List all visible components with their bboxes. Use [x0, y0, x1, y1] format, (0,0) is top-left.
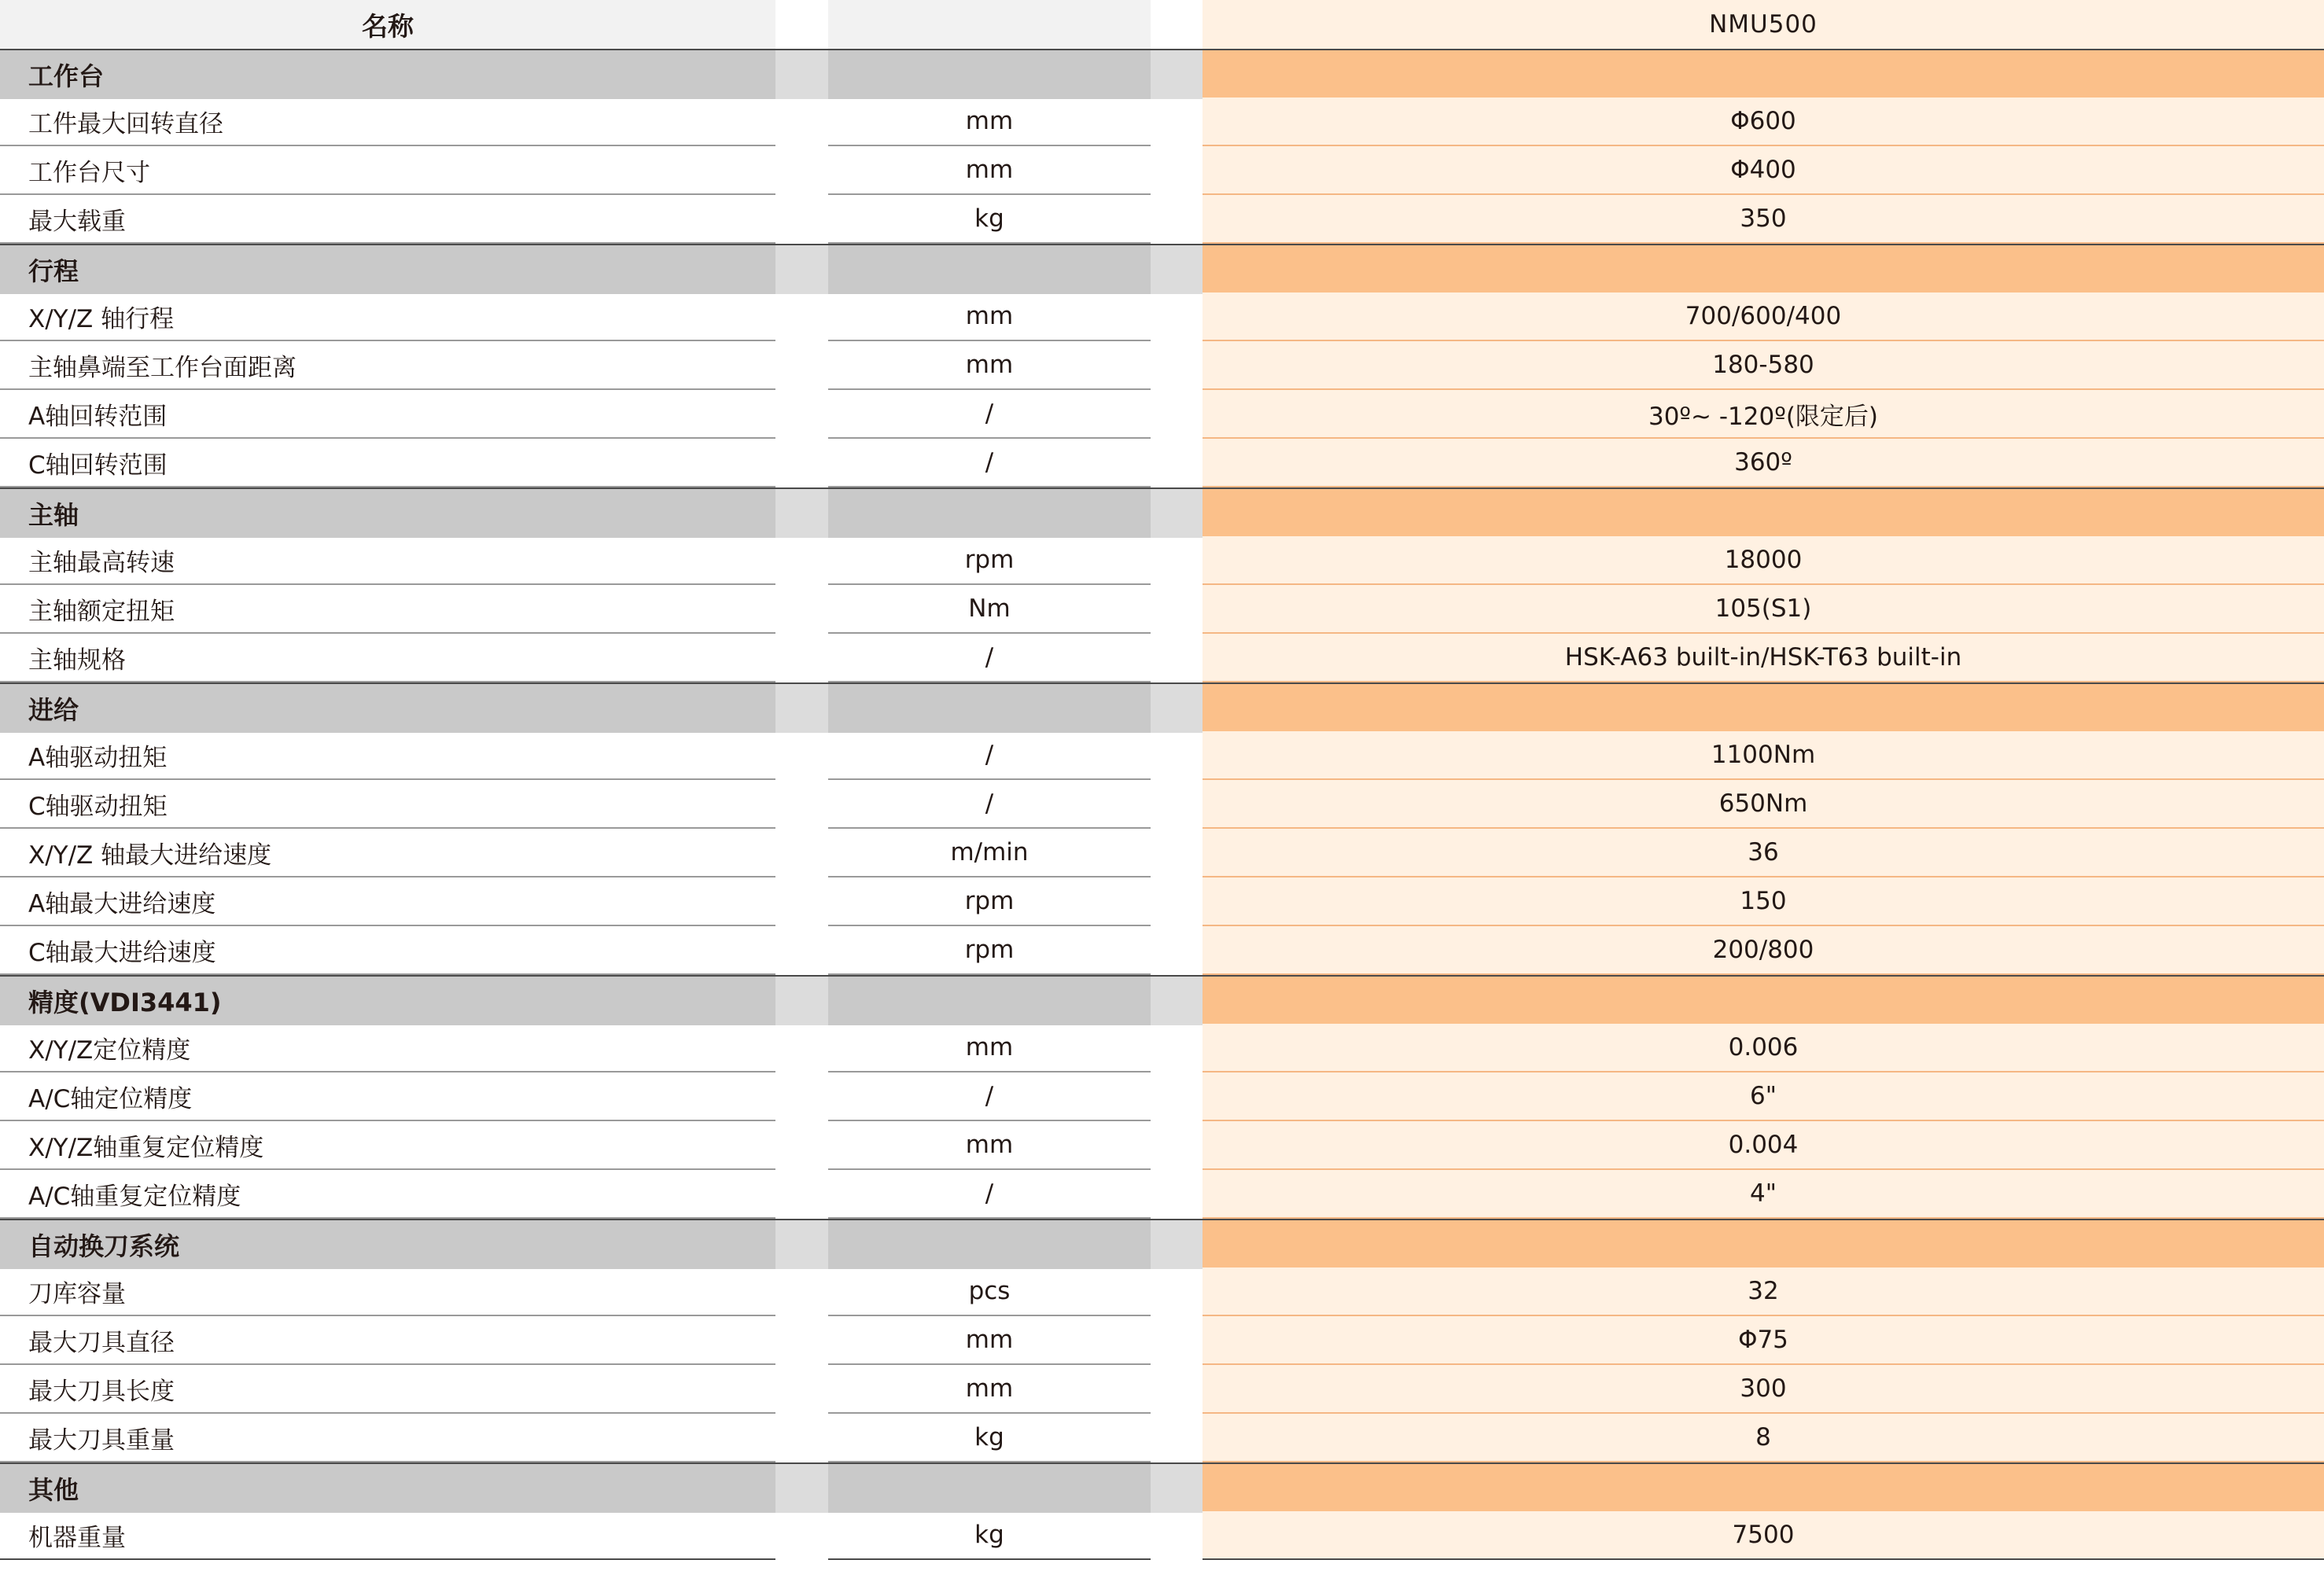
section-header — [0, 1219, 2324, 1269]
spec-unit: rpm — [828, 536, 1151, 585]
column-gap — [775, 245, 828, 294]
section-unit-cell — [828, 50, 1151, 99]
spec-name: A轴驱动扭矩 — [0, 731, 775, 780]
column-gap — [1151, 1464, 1203, 1513]
section-unit-cell — [828, 1464, 1151, 1513]
section-title: 进给 — [0, 684, 775, 733]
table-row — [0, 1511, 2324, 1560]
spec-value: 150 — [1203, 877, 2324, 926]
spec-unit: mm — [828, 1365, 1151, 1414]
section-title: 主轴 — [0, 489, 775, 538]
table-row — [0, 341, 2324, 390]
spec-value: 4" — [1203, 1170, 2324, 1219]
header-name-label: 名称 — [0, 0, 775, 49]
spec-unit: mm — [828, 341, 1151, 390]
spec-value: Φ600 — [1203, 97, 2324, 146]
table-row — [0, 146, 2324, 195]
spec-value: 32 — [1203, 1267, 2324, 1316]
section-unit-cell — [828, 489, 1151, 538]
section-title: 自动换刀系统 — [0, 1220, 775, 1269]
column-gap — [775, 1464, 828, 1513]
spec-name: 最大刀具直径 — [0, 1316, 775, 1365]
spec-value: 8 — [1203, 1414, 2324, 1462]
spec-unit: rpm — [828, 877, 1151, 926]
column-gap — [775, 1220, 828, 1269]
column-gap — [775, 977, 828, 1025]
spec-value: 650Nm — [1203, 780, 2324, 829]
spec-value: HSK-A63 built-in/HSK-T63 built-in — [1203, 634, 2324, 682]
spec-value: 360º — [1203, 439, 2324, 487]
table-row — [0, 926, 2324, 975]
spec-name: X/Y/Z定位精度 — [0, 1024, 775, 1072]
table-row — [0, 439, 2324, 487]
section-header — [0, 682, 2324, 733]
spec-unit: / — [828, 390, 1151, 439]
spec-value: Φ75 — [1203, 1316, 2324, 1365]
spec-name: C轴驱动扭矩 — [0, 780, 775, 829]
section-value-cell — [1203, 245, 2324, 294]
spec-unit: pcs — [828, 1267, 1151, 1316]
section-value-cell — [1203, 50, 2324, 99]
table-row — [0, 731, 2324, 780]
table-row — [0, 829, 2324, 877]
section-value-cell — [1203, 1464, 2324, 1513]
spec-value: 200/800 — [1203, 926, 2324, 975]
column-gap — [775, 50, 828, 99]
section-title: 其他 — [0, 1464, 775, 1513]
table-row — [0, 585, 2324, 634]
spec-unit: kg — [828, 1511, 1151, 1560]
table-row — [0, 1121, 2324, 1170]
section-title: 精度(VDI3441) — [0, 977, 775, 1025]
spec-name: 机器重量 — [0, 1511, 775, 1560]
header-unit-label — [828, 0, 1151, 49]
spec-value: 300 — [1203, 1365, 2324, 1414]
table-row — [0, 97, 2324, 146]
spec-name: 工作台尺寸 — [0, 146, 775, 195]
section-header — [0, 487, 2324, 538]
table-row — [0, 1072, 2324, 1121]
spec-value: 180-580 — [1203, 341, 2324, 390]
spec-name: 最大刀具长度 — [0, 1365, 775, 1414]
table-row — [0, 1267, 2324, 1316]
spec-name: X/Y/Z 轴行程 — [0, 292, 775, 341]
spec-unit: / — [828, 634, 1151, 682]
spec-unit: / — [828, 731, 1151, 780]
spec-unit: / — [828, 1170, 1151, 1219]
spec-unit: kg — [828, 1414, 1151, 1462]
spec-name: C轴回转范围 — [0, 439, 775, 487]
spec-name: 主轴鼻端至工作台面距离 — [0, 341, 775, 390]
spec-value: 0.006 — [1203, 1024, 2324, 1072]
section-value-cell — [1203, 489, 2324, 538]
section-unit-cell — [828, 245, 1151, 294]
table-row — [0, 195, 2324, 244]
section-unit-cell — [828, 977, 1151, 1025]
spec-unit: mm — [828, 1316, 1151, 1365]
column-gap — [775, 684, 828, 733]
spec-value: 350 — [1203, 195, 2324, 244]
spec-name: X/Y/Z轴重复定位精度 — [0, 1121, 775, 1170]
section-header — [0, 975, 2324, 1025]
spec-name: X/Y/Z 轴最大进给速度 — [0, 829, 775, 877]
spec-unit: / — [828, 439, 1151, 487]
column-gap — [1151, 1220, 1203, 1269]
table-row — [0, 1316, 2324, 1365]
section-value-cell — [1203, 1220, 2324, 1269]
section-value-cell — [1203, 977, 2324, 1025]
spec-name: 工件最大回转直径 — [0, 97, 775, 146]
spec-unit: / — [828, 780, 1151, 829]
spec-name: 主轴最高转速 — [0, 536, 775, 585]
spec-unit: / — [828, 1072, 1151, 1121]
column-gap — [1151, 977, 1203, 1025]
spec-name: A/C轴重复定位精度 — [0, 1170, 775, 1219]
section-unit-cell — [828, 684, 1151, 733]
spec-value: 0.004 — [1203, 1121, 2324, 1170]
spec-name: A轴回转范围 — [0, 390, 775, 439]
table-row — [0, 536, 2324, 585]
spec-name: 主轴额定扭矩 — [0, 585, 775, 634]
section-header — [0, 244, 2324, 294]
header-model: NMU500 — [1203, 0, 2324, 49]
table-row — [0, 1365, 2324, 1414]
spec-unit: mm — [828, 292, 1151, 341]
column-gap — [775, 489, 828, 538]
table-row — [0, 780, 2324, 829]
spec-unit: m/min — [828, 829, 1151, 877]
spec-value: 1100Nm — [1203, 731, 2324, 780]
column-gap — [1151, 684, 1203, 733]
spec-value: 105(S1) — [1203, 585, 2324, 634]
spec-value: Φ400 — [1203, 146, 2324, 195]
spec-name: C轴最大进给速度 — [0, 926, 775, 975]
table-row — [0, 1024, 2324, 1072]
spec-unit: mm — [828, 1121, 1151, 1170]
spec-unit: kg — [828, 195, 1151, 244]
spec-name: 刀库容量 — [0, 1267, 775, 1316]
spec-name: 最大载重 — [0, 195, 775, 244]
spec-unit: mm — [828, 97, 1151, 146]
section-value-cell — [1203, 684, 2324, 733]
table-header — [0, 0, 2324, 49]
section-title: 行程 — [0, 245, 775, 294]
column-gap — [1151, 50, 1203, 99]
spec-value: 7500 — [1203, 1511, 2324, 1560]
spec-unit: mm — [828, 146, 1151, 195]
spec-value: 18000 — [1203, 536, 2324, 585]
section-unit-cell — [828, 1220, 1151, 1269]
spec-name: A轴最大进给速度 — [0, 877, 775, 926]
spec-value: 30º~ -120º(限定后) — [1203, 390, 2324, 439]
table-row — [0, 390, 2324, 439]
section-header — [0, 49, 2324, 99]
table-row — [0, 292, 2324, 341]
spec-value: 700/600/400 — [1203, 292, 2324, 341]
spec-value: 36 — [1203, 829, 2324, 877]
section-header — [0, 1462, 2324, 1513]
column-gap — [1151, 245, 1203, 294]
section-title: 工作台 — [0, 50, 775, 99]
spec-unit: rpm — [828, 926, 1151, 975]
spec-name: 主轴规格 — [0, 634, 775, 682]
spec-value: 6" — [1203, 1072, 2324, 1121]
table-row — [0, 1414, 2324, 1462]
table-row — [0, 1170, 2324, 1219]
spec-name: A/C轴定位精度 — [0, 1072, 775, 1121]
table-row — [0, 877, 2324, 926]
spec-unit: Nm — [828, 585, 1151, 634]
spec-unit: mm — [828, 1024, 1151, 1072]
column-gap — [1151, 489, 1203, 538]
spec-name: 最大刀具重量 — [0, 1414, 775, 1462]
table-row — [0, 634, 2324, 682]
